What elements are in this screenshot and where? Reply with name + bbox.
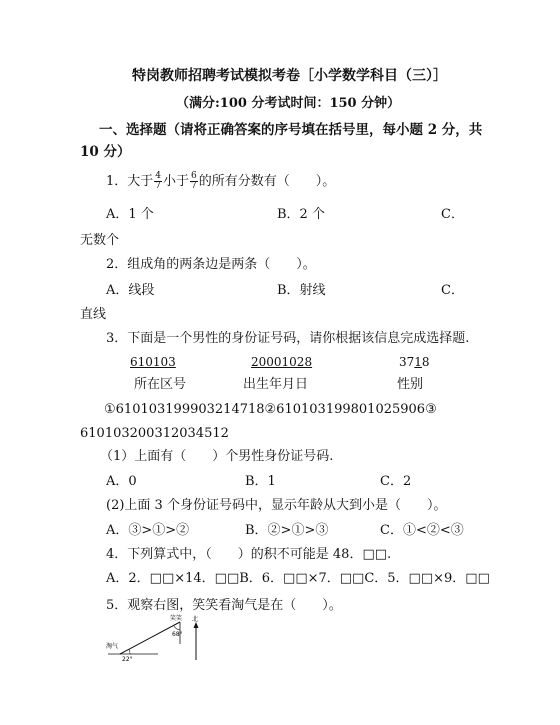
label-birth-date: 出生年月日	[243, 377, 309, 392]
section-heading: 一、选择题（请将正确答案的序号填在括号里，每小题 2 分，共	[99, 122, 483, 138]
q3-sub2-option-c: C．①<②<③	[380, 523, 464, 538]
angle-22-label: 22°	[122, 656, 133, 663]
q1-option-c-cont: 无数个	[80, 233, 120, 248]
q3-sub1-option-a: A．0	[106, 474, 137, 489]
q2-option-b: B．射线	[277, 283, 326, 298]
fraction-6-7: $\frac{6}{7}$	[191, 171, 197, 191]
q3-sub1-stem: （1）上面有（ ）个男性身份证号码.	[100, 449, 334, 464]
sightline	[120, 622, 180, 654]
section-heading-cont: 10 分）	[80, 144, 131, 160]
exam-title: 特岗教师招聘考试模拟考卷［小学数学科目（三）］	[132, 68, 447, 84]
direction-figure	[100, 614, 230, 664]
q3-id-choices: ①610103199903214718②610103199801025906③	[104, 402, 437, 417]
q1-option-b: B．2 个	[277, 207, 325, 222]
question-1	[106, 172, 335, 191]
question-2: 2．组成角的两条边是两条（ ）。	[106, 257, 316, 272]
q2-option-c-cont: 直线	[80, 307, 107, 322]
q1-option-c: C．	[441, 207, 464, 222]
id-segment-birth: 20001028	[251, 355, 313, 369]
q1-suffix: 的所有分数有（ ）。	[198, 174, 336, 189]
question-4: 4．下列算式中，（ ）的积不可能是 48．□□.	[106, 547, 392, 562]
q2-option-a: A．线段	[106, 283, 155, 298]
q2-option-c: C．	[441, 283, 464, 298]
question-3: 3．下面是一个男性的身份证号码，请你根据该信息完成选择题.	[106, 331, 470, 346]
q1-option-a: A．1 个	[106, 207, 154, 222]
id-segment-area: 610103	[130, 355, 176, 369]
q3-sub2-stem: (2)上面 3 个身份证号码中，显示年龄从大到小是（ ）。	[106, 498, 447, 513]
fraction-4-7: $\frac{4}{7}$	[155, 171, 162, 191]
q1-prefix: 1．大于	[106, 174, 154, 189]
q4-options: A．2．□□×14．□□B．6．□□×7．□□C．5．□□×9．□□	[106, 571, 490, 586]
id-segment-gender: 3718	[399, 355, 430, 369]
angle-68-label: 68°	[172, 631, 183, 638]
question-5: 5．观察右图，笑笑看淘气是在（ ）。	[106, 598, 342, 613]
exam-subtitle: （满分:100 分考试时间：150 分钟）	[176, 96, 401, 111]
q3-sub1-option-b: B．1	[245, 474, 276, 489]
label-area-code: 所在区号	[134, 377, 187, 392]
q3-sub1-option-c: C．2	[380, 474, 412, 489]
q1-mid: 小于	[163, 174, 190, 189]
q3-id-choices-cont: 610103200312034512	[80, 426, 229, 441]
label-gender: 性别	[397, 377, 424, 392]
q3-sub2-option-b: B．②>①>③	[245, 523, 329, 538]
angle-arc-xiaoxiao	[174, 626, 180, 630]
q3-sub2-option-a: A．③>①>②	[106, 523, 190, 538]
taoqi-label: 淘气	[106, 643, 119, 650]
angle-arc-taoqi	[129, 650, 130, 655]
xiaoxiao-label: 笑笑	[170, 615, 183, 622]
north-label: 北	[192, 616, 199, 623]
